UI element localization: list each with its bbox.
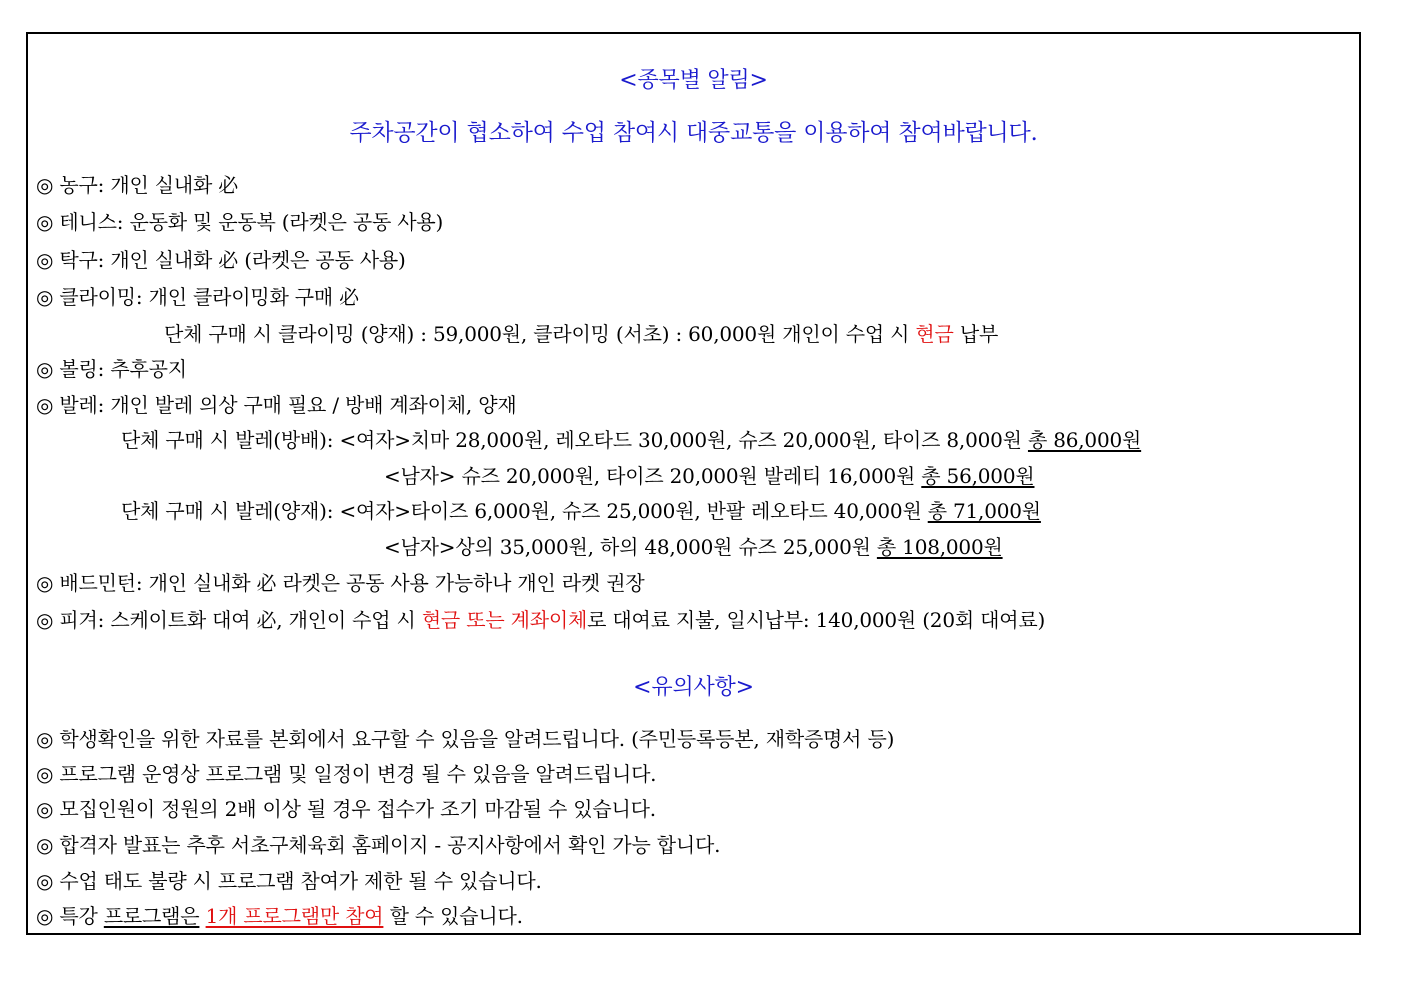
climbing-detail-text: 단체 구매 시 클라이밍 (양재) : 59,000원, 클라이밍 (서초) : 60,000원 개인이 수업 시 bbox=[164, 322, 916, 346]
note-item-6-underline: 프로그램은 bbox=[103, 904, 200, 928]
climbing-detail-end: 납부 bbox=[953, 322, 999, 346]
ballet-bangbae-male-total: 총 56,000원 bbox=[921, 464, 1035, 488]
ballet-yangjae-male-total: 총 108,000원 bbox=[876, 535, 1003, 559]
skating-text-end: 로 대여료 지불, 일시납부: 140,000원 (20회 대여료) bbox=[587, 608, 1046, 632]
skating-line bbox=[36, 607, 1045, 633]
note-item-6 bbox=[36, 903, 523, 929]
ballet-yangjae-female-total: 총 71,000원 bbox=[927, 499, 1041, 523]
badminton-line: ◎ 배드민턴: 개인 실내화 必 라켓은 공동 사용 가능하나 개인 라켓 권장 bbox=[36, 571, 645, 595]
note-item-4: ◎ 합격자 발표는 추후 서초구체육회 홈페이지 - 공지사항에서 확인 가능 합니다. bbox=[36, 833, 721, 857]
ballet-line: ◎ 발레: 개인 발레 의상 구매 필요 / 방배 계좌이체, 양재 bbox=[36, 393, 517, 417]
tennis-line: ◎ 테니스: 운동화 및 운동복 (라켓은 공동 사용) bbox=[36, 210, 444, 234]
note-item-6-end: 할 수 있습니다. bbox=[383, 904, 523, 928]
basketball-line: ◎ 농구: 개인 실내화 必 bbox=[36, 173, 239, 197]
ballet-yangjae-female-line bbox=[121, 498, 1041, 524]
ballet-yangjae-male-line bbox=[384, 534, 1003, 560]
bowling-line: ◎ 볼링: 추후공지 bbox=[36, 357, 187, 381]
note-item-6-text: ◎ 특강 bbox=[36, 904, 104, 928]
note-item-3: ◎ 모집인원이 정원의 2배 이상 될 경우 접수가 조기 마감될 수 있습니다. bbox=[36, 797, 656, 821]
ballet-bangbae-female-line bbox=[121, 427, 1141, 453]
skating-payment-highlight: 현금 또는 계좌이체 bbox=[421, 608, 588, 632]
climbing-cash-highlight: 현금 bbox=[915, 322, 954, 346]
ballet-bangbae-female-total: 총 86,000원 bbox=[1027, 428, 1142, 452]
ballet-bangbae-male-line bbox=[384, 463, 1034, 489]
ballet-bangbae-male-items: <남자> 슈즈 20,000원, 타이즈 20,000원 발레티 16,000원 bbox=[384, 464, 922, 488]
tabletennis-line: ◎ 탁구: 개인 실내화 必 (라켓은 공동 사용) bbox=[36, 248, 406, 272]
transport-notice: 주차공간이 협소하여 수업 참여시 대중교통을 이용하여 참여바랍니다. bbox=[349, 120, 1038, 146]
ballet-yangjae-female-items: 단체 구매 시 발레(양재): <여자>타이즈 6,000원, 슈즈 25,000원, 반팔 레오타드 40,000원 bbox=[121, 499, 928, 523]
note-item-2: ◎ 프로그램 운영상 프로그램 및 일정이 변경 될 수 있음을 알려드립니다. bbox=[36, 762, 657, 786]
section-heading-notes: <유의사항> bbox=[633, 675, 754, 700]
notice-box bbox=[26, 32, 1361, 935]
section-heading-sports: <종목별 알림> bbox=[619, 68, 768, 93]
ballet-bangbae-female-items: 단체 구매 시 발레(방배): <여자>치마 28,000원, 레오타드 30,000원, 슈즈 20,000원, 타이즈 8,000원 bbox=[121, 428, 1028, 452]
climbing-detail-line bbox=[164, 321, 998, 347]
climbing-line: ◎ 클라이밍: 개인 클라이밍화 구매 必 bbox=[36, 285, 359, 309]
note-item-1: ◎ 학생확인을 위한 자료를 본회에서 요구할 수 있음을 알려드립니다. (주민등록등본, 재학증명서 등) bbox=[36, 727, 895, 751]
ballet-yangjae-male-items: <남자>상의 35,000원, 하의 48,000원 슈즈 25,000원 bbox=[384, 535, 877, 559]
skating-text: ◎ 피겨: 스케이트화 대여 必, 개인이 수업 시 bbox=[36, 608, 422, 632]
note-item-5: ◎ 수업 태도 불량 시 프로그램 참여가 제한 될 수 있습니다. bbox=[36, 869, 542, 893]
note-item-6-highlight: 1개 프로그램만 참여 bbox=[205, 904, 384, 928]
